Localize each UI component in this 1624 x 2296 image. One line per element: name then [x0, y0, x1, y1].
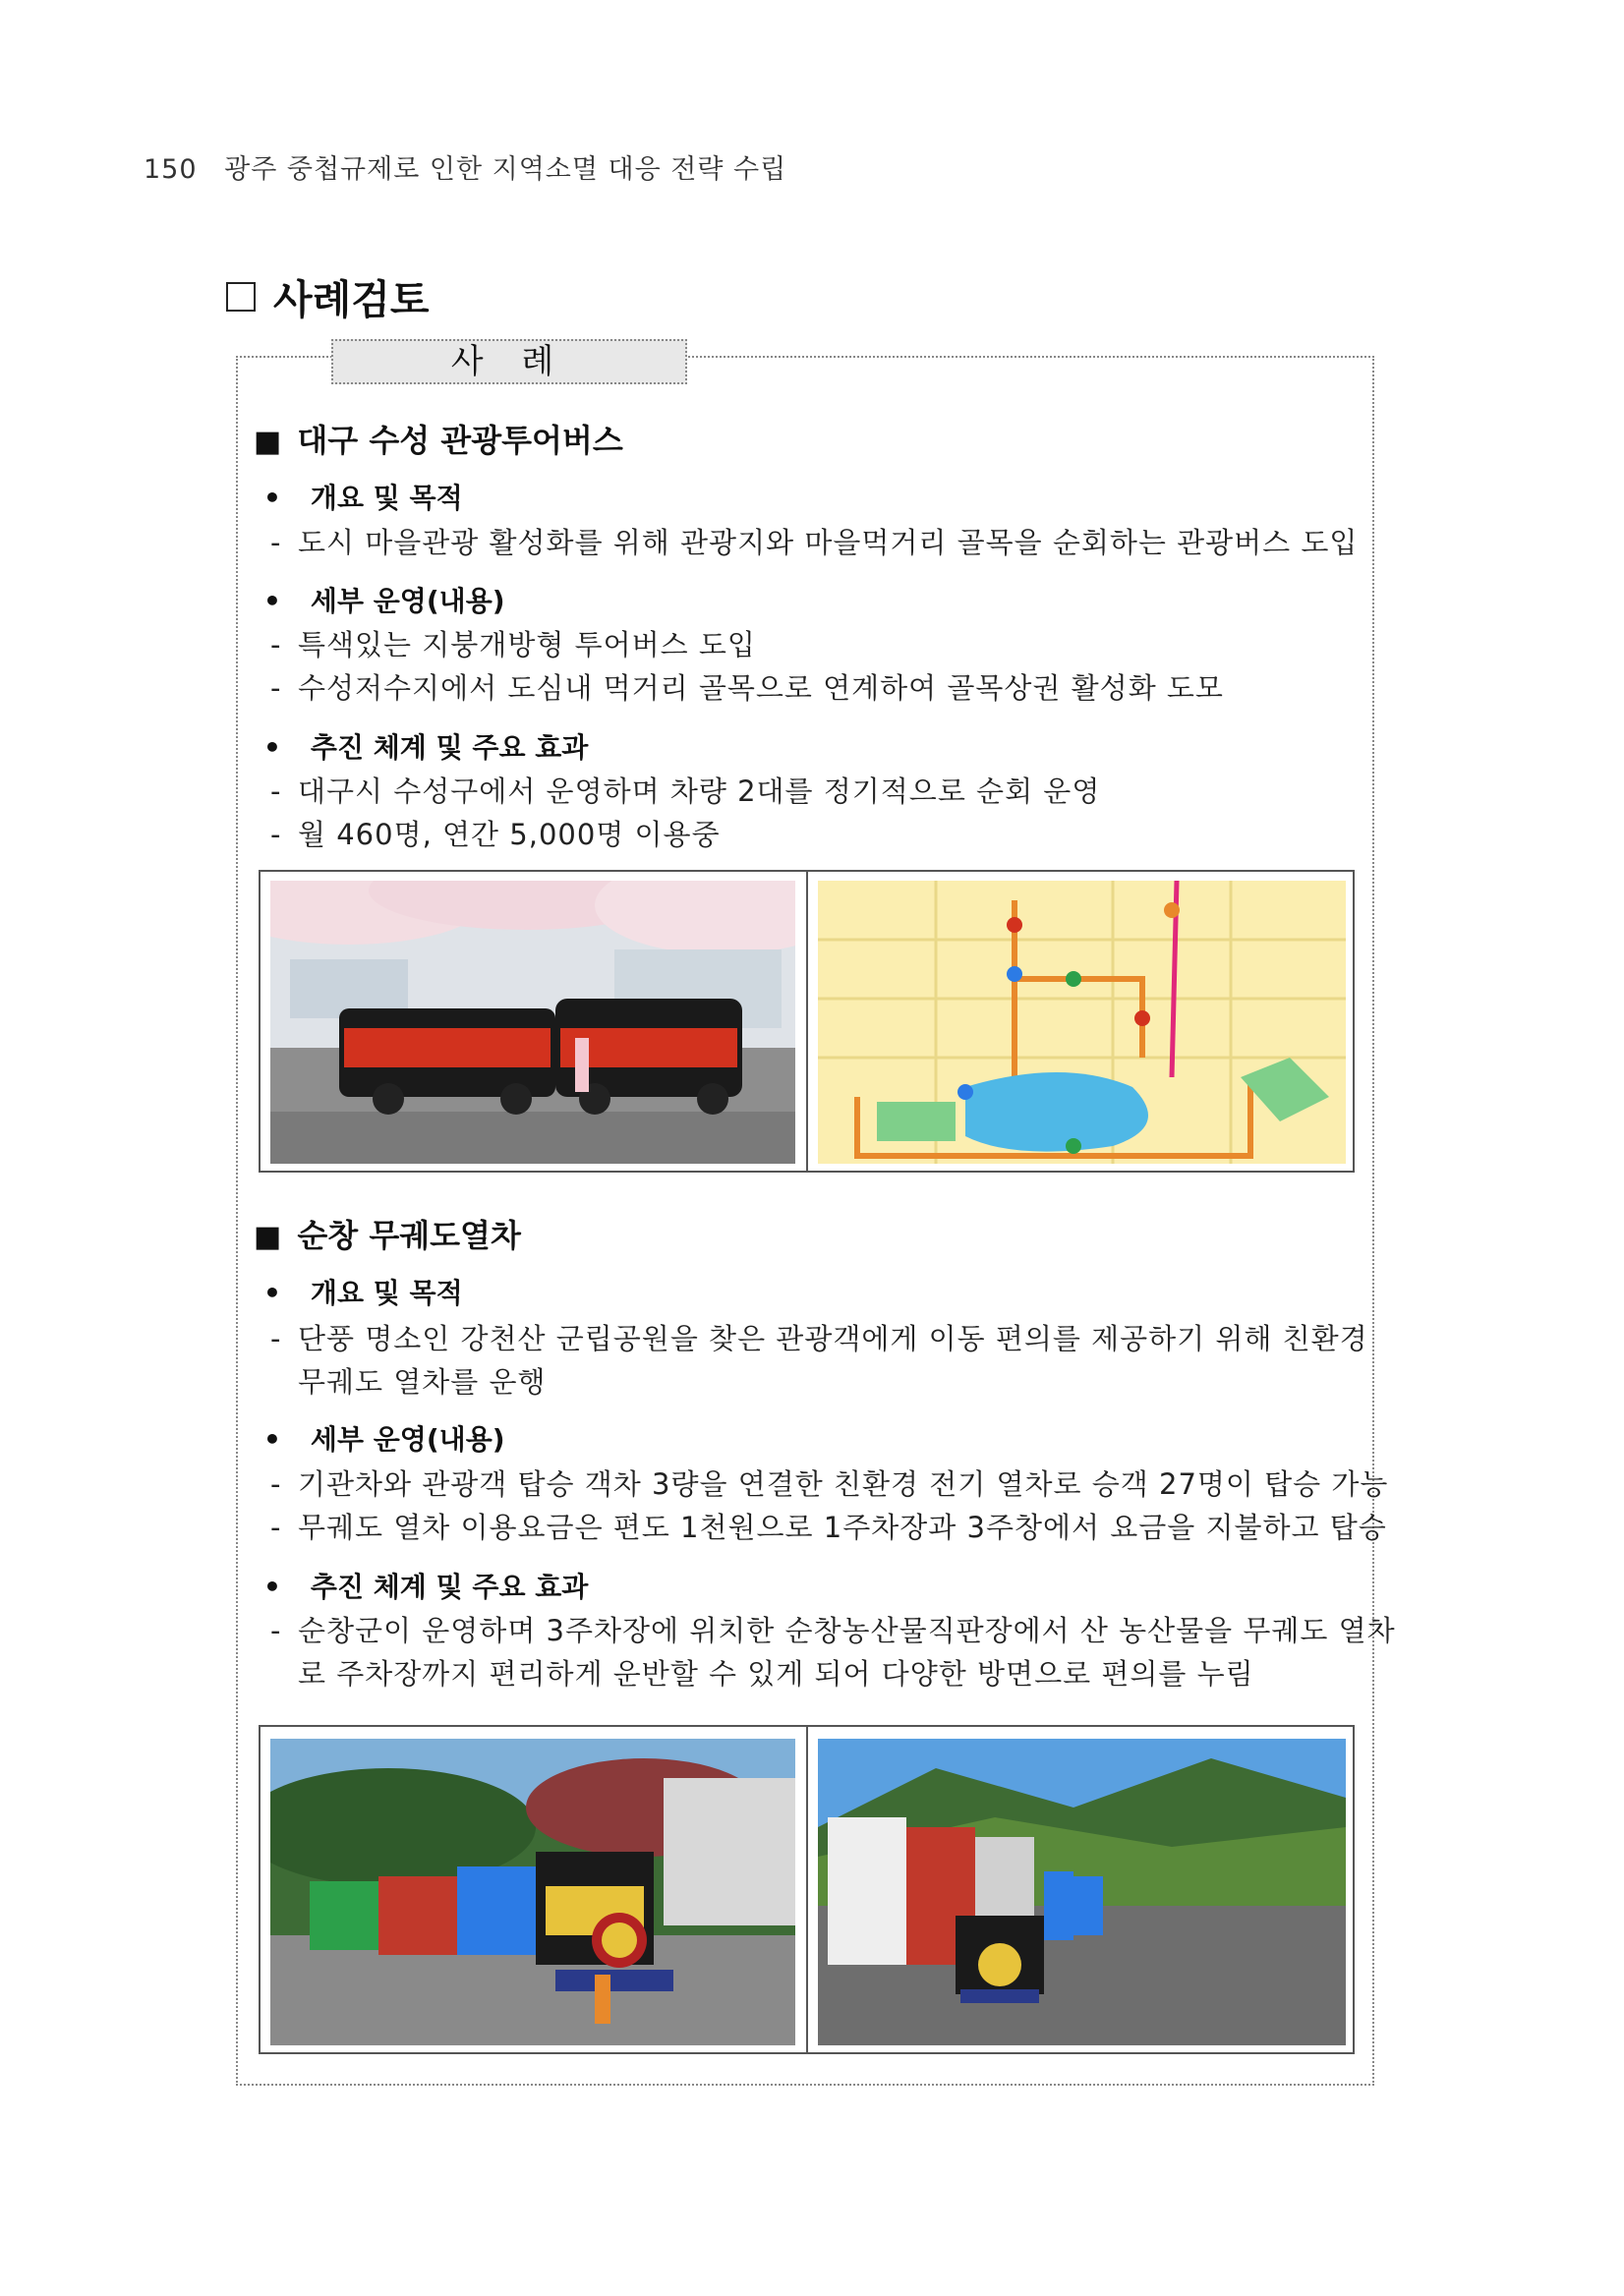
trackless-train-illustration — [270, 1739, 795, 2045]
line-text: 도시 마을관광 활성화를 위해 관광지와 마을먹거리 골목을 순회하는 관광버스 도입 — [298, 526, 1359, 559]
heading-text: 개요 및 목적 — [310, 1277, 463, 1309]
line-text: 무궤도 열차 이용요금은 편도 1천원으로 1주차장과 3주창에서 요금을 지불하고 탑승 — [298, 1511, 1387, 1544]
square-bullet-icon: ■ — [254, 1220, 282, 1254]
line-text: 특색있는 지붕개방형 투어버스 도입 — [298, 628, 756, 661]
train-photo-1 — [270, 1739, 795, 2045]
case-2-photo-frame — [259, 1725, 1355, 2054]
tour-bus-photo — [270, 881, 795, 1164]
line-text: 월 460명, 연간 5,000명 이용중 — [298, 818, 721, 851]
bullet-icon: • — [263, 585, 281, 617]
line-text: 단풍 명소인 강천산 군립공원을 찾은 관광객에게 이동 편의를 제공하기 위해 친환경 — [298, 1322, 1368, 1355]
case-2-title — [254, 1211, 521, 1256]
heading-text: 개요 및 목적 — [310, 482, 463, 514]
case-1-overview-heading — [263, 477, 463, 516]
heading-text: 추진 체계 및 주요 효과 — [310, 731, 589, 764]
bullet-icon: • — [263, 1277, 281, 1309]
dash-marker: - — [270, 1511, 282, 1544]
running-header — [144, 147, 786, 186]
dash-marker: - — [270, 1322, 282, 1355]
photo-divider — [806, 872, 808, 1171]
heading-text: 추진 체계 및 주요 효과 — [310, 1571, 589, 1603]
bullet-icon: • — [263, 731, 281, 764]
dash-marker: - — [270, 671, 282, 705]
case-2-effects-line-1 — [270, 1609, 1396, 1652]
photo-divider — [806, 1727, 808, 2052]
case-2-details-line-1 — [270, 1463, 1389, 1506]
dash-marker: - — [270, 775, 282, 808]
line-text: 대구시 수성구에서 운영하며 차량 2대를 정기적으로 순회 운영 — [298, 775, 1101, 808]
tour-bus-illustration — [270, 881, 795, 1164]
tour-route-map — [818, 881, 1346, 1164]
dash-marker: - — [270, 628, 282, 661]
case-1-effects-line-1 — [270, 770, 1362, 813]
case-2-title-text: 순창 무궤도열차 — [297, 1217, 521, 1254]
section-title — [226, 267, 429, 325]
case-2-effects-heading — [263, 1566, 588, 1605]
running-title: 광주 중첩규제로 인한 지역소멸 대응 전략 수립 — [224, 154, 787, 185]
case-1-overview-line-1 — [270, 521, 1362, 564]
dash-marker: - — [270, 1614, 282, 1647]
dash-marker: - — [270, 1467, 282, 1501]
case-2-overview-heading — [263, 1272, 463, 1311]
line-text: 수성저수지에서 도심내 먹거리 골목으로 연계하여 골목상권 활성화 도모 — [298, 671, 1224, 705]
case-2-effects-line-2: 로 주차장까지 편리하게 운반할 수 있게 되어 다양한 방면으로 편의를 누림 — [298, 1657, 1254, 1691]
page-number: 150 — [144, 154, 198, 185]
bullet-icon: • — [263, 482, 281, 514]
case-label: 사 례 — [331, 339, 687, 384]
heading-text: 세부 운영(내용) — [310, 1423, 505, 1456]
line-text: 순창군이 운영하며 3주차장에 위치한 순창농산물직판장에서 산 농산물을 무궤도 열차 — [298, 1614, 1396, 1647]
case-1-effects-heading — [263, 726, 588, 766]
dash-marker: - — [270, 526, 282, 559]
checkbox-square-icon — [226, 282, 256, 312]
bullet-icon: • — [263, 1571, 281, 1603]
route-map-illustration — [818, 881, 1346, 1164]
case-1-details-line-2 — [270, 666, 1362, 710]
case-1-photo-frame — [259, 870, 1355, 1173]
case-2-details-heading — [263, 1418, 505, 1458]
case-1-title-text: 대구 수성 관광투어버스 — [297, 422, 623, 459]
section-title-text: 사례검토 — [273, 276, 430, 323]
case-1-details-heading — [263, 580, 505, 619]
line-text: 기관차와 관광객 탑승 객차 3량을 연결한 친환경 전기 열차로 승객 27명이 탑승 가능 — [298, 1467, 1389, 1501]
parking-lot-train-illustration — [818, 1739, 1346, 2045]
square-bullet-icon: ■ — [254, 425, 282, 459]
case-2-overview-line-1 — [270, 1317, 1368, 1360]
case-1-effects-line-2 — [270, 813, 1362, 856]
heading-text: 세부 운영(내용) — [310, 585, 505, 617]
case-2-details-line-2 — [270, 1506, 1387, 1549]
case-1-details-line-1 — [270, 623, 1362, 666]
train-photo-2 — [818, 1739, 1346, 2045]
dash-marker: - — [270, 818, 282, 851]
bullet-icon: • — [263, 1423, 281, 1456]
case-2-overview-line-2: 무궤도 열차를 운행 — [298, 1365, 547, 1399]
case-1-title — [254, 416, 623, 461]
